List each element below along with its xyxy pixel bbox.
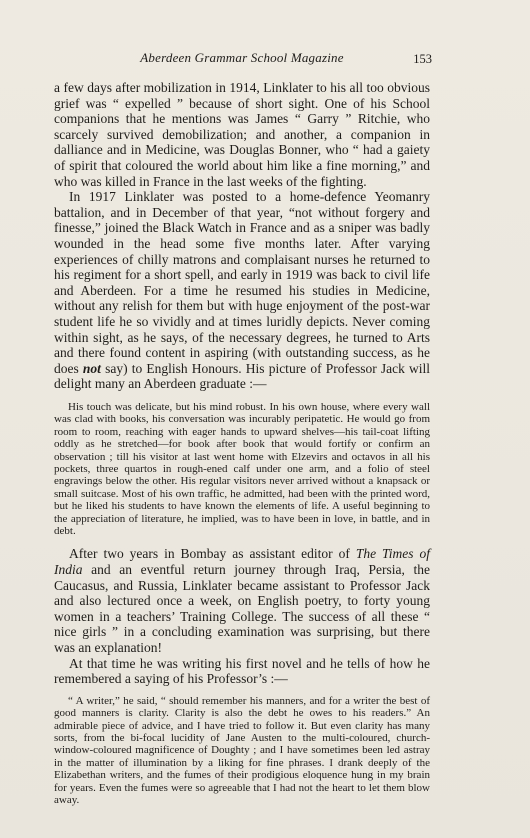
paragraph-1: a few days after mobilization in 1914, Linklater to his all too obvious grief was “ expelled ” because of short sight. One of his School companions that he mentions was James “ Garry ” Ritchie, who scarcely survived demobilization; and another, a companion in dalliance and in Medicine, was Douglas Bonner, who “ had a gaiety of spirit that coloured the world about him like a fine morning,” and who was killed in France in the last weeks of the fighting. — [54, 80, 430, 189]
paragraph-3 — [54, 546, 430, 655]
running-title: Aberdeen Grammar School Magazine — [140, 50, 344, 65]
paragraph-3-end: and an eventful return journey through Iraq, Persia, the Caucasus, and Russia, Linklater became assistant to Professor Jack and also lectured once a week, on English poetry, to forty young women in a teachers’ Training College. The success of all these “ nice girls ” in a concluding examination was surprising, but there was an explanation! — [54, 561, 430, 655]
publication-title: The Times of India — [54, 546, 431, 577]
paragraph-2 — [54, 189, 430, 392]
body-text — [54, 80, 430, 806]
block-quote-2: “ A writer,” he said, “ should remember his manners, and for a writer the best of good manners is clarity. Clarity is also the debt he owes to his readers.” An admirable piece of advice, and I have tried to follow it. But even clarity has many sorts, from the bi-focal lucidity of Jane Austen to the multi-coloured, church-window-coloured magnificence of Doughty ; and I have sometimes been led astray in the matter of illumination by a liking for fine phrases. I drank deeply of the Elizabethan writers, and the fumes of their prodigious eloquence hung in my brain for years. Even the fumes were so agreeable that I had not the heart to let them blow away. — [54, 694, 430, 806]
emphasis-not: not — [82, 360, 101, 376]
paragraph-2-text: In 1917 Linklater was posted to a home-defence Yeomanry battalion, and in December of that year, “not without forgery and finesse,” joined the Black Watch in France and as a sniper was badly wounded in the head some five months later. After varying experiences of chilly matrons and complaisant nurses he returned to his regiment for a short spell, and early in 1919 was back to civil life and Aberdeen. For a time he resumed his studies in Medicine, without any relish for them but with huge enjoyment of the post-war student life he so vividly and at times luridly depicts. Never coming within sight, as he says, of the necessary degrees, he turned to Arts and there found content in aspiring (with outstanding success, as he does — [54, 189, 430, 376]
paragraph-4: At that time he was writing his first novel and he tells of how he remembered a saying of his Professor’s :— — [54, 655, 430, 687]
running-head — [54, 50, 430, 70]
paragraph-2-end: say) to English Honours. His picture of Professor Jack will delight many an Aberdeen graduate :— — [54, 360, 431, 392]
block-quote-1: His touch was delicate, but his mind robust. In his own house, where every wall was clad with books, his conversation was incurably peripatetic. He would go from room to room, reaching with eager hands to upward shelves—his tail-coat lifting oddly as he stretched—for book after book that would fortify or confirm an observation ; till his visitor at last went home with Elzevirs and octavos in all his pockets, three quartos in rough-ened calf under one arm, and a folio of steel engravings below the other. His regular visitors never arrived without a knapsack or small suitcase. Most of his own traffic, he admitted, had been with the printed word, but he liked his students to have known the elements of life. A useful beginning to the appreciation of literature, he implied, was to have been in love, in battle, and in debt. — [54, 400, 430, 537]
paragraph-3-start: After two years in Bombay as assistant editor of — [69, 546, 350, 562]
page-number: 153 — [413, 52, 432, 66]
